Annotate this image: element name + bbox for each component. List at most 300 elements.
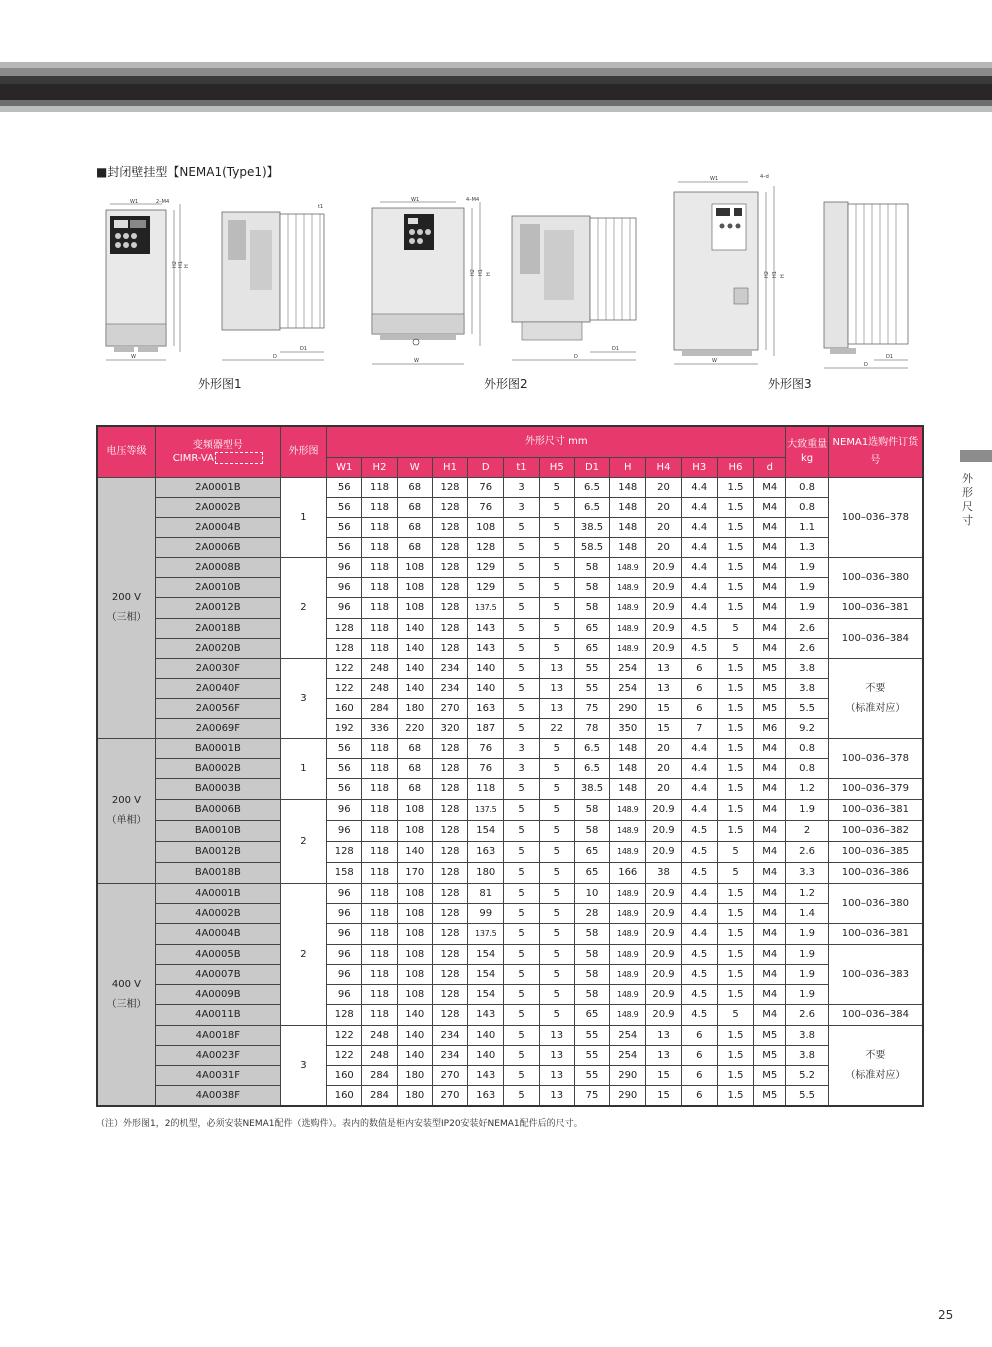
figure-1-drawing bbox=[100, 196, 196, 371]
value-cell: M4 bbox=[754, 619, 786, 639]
value-cell: M6 bbox=[754, 719, 786, 739]
value-cell: 350 bbox=[610, 719, 646, 739]
table-row bbox=[97, 478, 923, 498]
value-cell: 68 bbox=[397, 759, 432, 779]
value-cell: 56 bbox=[327, 779, 362, 800]
fig1-label-w: W bbox=[131, 354, 136, 360]
value-cell: 1.5 bbox=[717, 924, 753, 945]
value-cell: 4.4 bbox=[681, 598, 717, 619]
fig3-label-h2: H2 bbox=[764, 271, 770, 278]
value-cell: 128 bbox=[432, 478, 467, 498]
value-cell: M4 bbox=[754, 945, 786, 965]
value-cell: 1.2 bbox=[786, 884, 828, 904]
value-cell: M4 bbox=[754, 884, 786, 904]
value-cell: 143 bbox=[468, 619, 504, 639]
value-cell: 128 bbox=[432, 842, 467, 863]
value-cell: 9.2 bbox=[786, 719, 828, 739]
table-row bbox=[97, 538, 923, 558]
value-cell: 118 bbox=[362, 779, 397, 800]
value-cell: 5 bbox=[504, 985, 539, 1005]
value-cell: 5 bbox=[539, 759, 574, 779]
value-cell: 5 bbox=[539, 518, 574, 538]
value-cell: 140 bbox=[468, 679, 504, 699]
value-cell: 122 bbox=[327, 679, 362, 699]
figure-cell: 3 bbox=[280, 659, 326, 739]
order-number-cell: 不要 （标准对应） bbox=[828, 1026, 923, 1107]
value-cell: 320 bbox=[432, 719, 467, 739]
value-cell: 4.4 bbox=[681, 739, 717, 759]
voltage-group-cell bbox=[97, 884, 155, 1107]
value-cell: 38.5 bbox=[574, 518, 609, 538]
value-cell: 20.9 bbox=[646, 619, 681, 639]
value-cell: 65 bbox=[574, 863, 609, 884]
value-cell: 108 bbox=[397, 821, 432, 842]
value-cell: 284 bbox=[362, 1066, 397, 1086]
value-cell: 7 bbox=[681, 719, 717, 739]
fig1-label-d: D bbox=[273, 354, 277, 360]
value-cell: 128 bbox=[468, 538, 504, 558]
model-cell: 4A0031F bbox=[155, 1066, 280, 1086]
value-cell: 234 bbox=[432, 1026, 467, 1046]
phase-value: （单相） bbox=[106, 815, 147, 826]
value-cell: 4.5 bbox=[681, 639, 717, 659]
value-cell: 56 bbox=[327, 518, 362, 538]
value-cell: 5 bbox=[539, 578, 574, 598]
value-cell: 1.5 bbox=[717, 659, 753, 679]
value-cell: 154 bbox=[468, 821, 504, 842]
dim-col-header: D bbox=[468, 458, 504, 478]
value-cell: 3.3 bbox=[786, 863, 828, 884]
value-cell: 15 bbox=[646, 719, 681, 739]
value-cell: 118 bbox=[362, 759, 397, 779]
value-cell: M5 bbox=[754, 1086, 786, 1107]
value-cell: 5 bbox=[504, 538, 539, 558]
value-cell: 128 bbox=[432, 779, 467, 800]
value-cell: 1.9 bbox=[786, 578, 828, 598]
model-cell: 2A0069F bbox=[155, 719, 280, 739]
value-cell: 58 bbox=[574, 985, 609, 1005]
value-cell: 1.3 bbox=[786, 538, 828, 558]
value-cell: 4.4 bbox=[681, 800, 717, 821]
dim-col-header: H3 bbox=[681, 458, 717, 478]
value-cell: 129 bbox=[468, 558, 504, 578]
value-cell: 1.5 bbox=[717, 478, 753, 498]
value-cell: 290 bbox=[610, 699, 646, 719]
model-cell: 4A0023F bbox=[155, 1046, 280, 1066]
value-cell: 234 bbox=[432, 659, 467, 679]
value-cell: 6.5 bbox=[574, 739, 609, 759]
value-cell: 5 bbox=[539, 498, 574, 518]
figure-2-drawing bbox=[366, 194, 500, 372]
table-row bbox=[97, 1026, 923, 1046]
value-cell: 140 bbox=[397, 619, 432, 639]
value-cell: 5 bbox=[504, 945, 539, 965]
value-cell: 118 bbox=[362, 821, 397, 842]
value-cell: 108 bbox=[397, 800, 432, 821]
value-cell: 1.5 bbox=[717, 598, 753, 619]
value-cell: 20.9 bbox=[646, 985, 681, 1005]
value-cell: 55 bbox=[574, 679, 609, 699]
table-row bbox=[97, 639, 923, 659]
col-header-figure: 外形图 bbox=[280, 426, 326, 478]
value-cell: 118 bbox=[362, 619, 397, 639]
value-cell: 5.5 bbox=[786, 1086, 828, 1107]
value-cell: M4 bbox=[754, 965, 786, 985]
value-cell: 6.5 bbox=[574, 478, 609, 498]
value-cell: 148.9 bbox=[610, 985, 646, 1005]
value-cell: 5 bbox=[504, 800, 539, 821]
value-cell: 2.6 bbox=[786, 842, 828, 863]
value-cell: 4.5 bbox=[681, 619, 717, 639]
value-cell: 128 bbox=[432, 821, 467, 842]
value-cell: 55 bbox=[574, 659, 609, 679]
col-header-weight-text: 大致重量kg bbox=[787, 439, 828, 464]
value-cell: 118 bbox=[362, 578, 397, 598]
value-cell: 118 bbox=[362, 558, 397, 578]
table-row bbox=[97, 1066, 923, 1086]
value-cell: 5 bbox=[504, 578, 539, 598]
value-cell: 76 bbox=[468, 739, 504, 759]
value-cell: 5 bbox=[504, 821, 539, 842]
value-cell: 128 bbox=[432, 578, 467, 598]
value-cell: 13 bbox=[539, 659, 574, 679]
value-cell: M4 bbox=[754, 904, 786, 924]
value-cell: M4 bbox=[754, 985, 786, 1005]
value-cell: 55 bbox=[574, 1066, 609, 1086]
model-cell: 2A0010B bbox=[155, 578, 280, 598]
value-cell: 148.9 bbox=[610, 800, 646, 821]
value-cell: 118 bbox=[362, 800, 397, 821]
value-cell: M4 bbox=[754, 739, 786, 759]
value-cell: 140 bbox=[397, 1026, 432, 1046]
value-cell: 65 bbox=[574, 1005, 609, 1026]
value-cell: 148.9 bbox=[610, 619, 646, 639]
value-cell: 5 bbox=[539, 639, 574, 659]
value-cell: 5 bbox=[504, 1026, 539, 1046]
value-cell: 118 bbox=[468, 779, 504, 800]
value-cell: 55 bbox=[574, 1026, 609, 1046]
model-placeholder-box bbox=[215, 452, 263, 464]
value-cell: 20 bbox=[646, 759, 681, 779]
value-cell: 5 bbox=[504, 659, 539, 679]
value-cell: 163 bbox=[468, 699, 504, 719]
value-cell: 5 bbox=[504, 699, 539, 719]
value-cell: 13 bbox=[539, 1026, 574, 1046]
value-cell: 1.5 bbox=[717, 821, 753, 842]
value-cell: 108 bbox=[397, 985, 432, 1005]
value-cell: M4 bbox=[754, 821, 786, 842]
table-row bbox=[97, 965, 923, 985]
value-cell: 122 bbox=[327, 1046, 362, 1066]
value-cell: 20.9 bbox=[646, 965, 681, 985]
value-cell: 13 bbox=[539, 679, 574, 699]
value-cell: 192 bbox=[327, 719, 362, 739]
value-cell: 4.4 bbox=[681, 518, 717, 538]
value-cell: 96 bbox=[327, 578, 362, 598]
value-cell: 118 bbox=[362, 924, 397, 945]
value-cell: 5 bbox=[539, 842, 574, 863]
value-cell: 96 bbox=[327, 924, 362, 945]
value-cell: 56 bbox=[327, 498, 362, 518]
order-number-cell: 100–036–381 bbox=[828, 800, 923, 821]
value-cell: 128 bbox=[432, 739, 467, 759]
value-cell: 5 bbox=[539, 779, 574, 800]
value-cell: 5 bbox=[539, 538, 574, 558]
value-cell: 0.8 bbox=[786, 478, 828, 498]
table-row bbox=[97, 598, 923, 619]
value-cell: 68 bbox=[397, 518, 432, 538]
value-cell: 254 bbox=[610, 679, 646, 699]
dim-col-header: H2 bbox=[362, 458, 397, 478]
value-cell: 5 bbox=[539, 945, 574, 965]
dim-col-header: d bbox=[754, 458, 786, 478]
value-cell: 108 bbox=[397, 558, 432, 578]
model-cell: BA0010B bbox=[155, 821, 280, 842]
value-cell: 99 bbox=[468, 904, 504, 924]
value-cell: 15 bbox=[646, 1066, 681, 1086]
fig1-label-h1: H1 bbox=[178, 261, 184, 268]
value-cell: 96 bbox=[327, 884, 362, 904]
table-row bbox=[97, 719, 923, 739]
value-cell: 5 bbox=[504, 518, 539, 538]
value-cell: 5 bbox=[539, 904, 574, 924]
value-cell: 1.5 bbox=[717, 779, 753, 800]
value-cell: 68 bbox=[397, 478, 432, 498]
value-cell: 180 bbox=[397, 1086, 432, 1107]
value-cell: 96 bbox=[327, 558, 362, 578]
order-number-cell: 100–036–384 bbox=[828, 619, 923, 659]
top-band-black bbox=[0, 84, 992, 100]
value-cell: 20.9 bbox=[646, 1005, 681, 1026]
col-header-model-line2: CIMR-VA bbox=[172, 452, 214, 464]
value-cell: 20.9 bbox=[646, 904, 681, 924]
value-cell: 254 bbox=[610, 1026, 646, 1046]
value-cell: 5 bbox=[539, 598, 574, 619]
value-cell: 1.9 bbox=[786, 558, 828, 578]
value-cell: M4 bbox=[754, 863, 786, 884]
value-cell: 118 bbox=[362, 884, 397, 904]
value-cell: 5.5 bbox=[786, 699, 828, 719]
value-cell: 20.9 bbox=[646, 558, 681, 578]
table-row bbox=[97, 985, 923, 1005]
dim-col-header: H6 bbox=[717, 458, 753, 478]
top-band-dark bbox=[0, 76, 992, 84]
value-cell: 148.9 bbox=[610, 965, 646, 985]
value-cell: 187 bbox=[468, 719, 504, 739]
value-cell: 20 bbox=[646, 739, 681, 759]
value-cell: 180 bbox=[468, 863, 504, 884]
value-cell: 56 bbox=[327, 759, 362, 779]
table-row bbox=[97, 699, 923, 719]
value-cell: 5 bbox=[504, 1046, 539, 1066]
value-cell: 13 bbox=[539, 1066, 574, 1086]
value-cell: 58 bbox=[574, 558, 609, 578]
value-cell: 118 bbox=[362, 739, 397, 759]
value-cell: 5 bbox=[504, 1066, 539, 1086]
value-cell: 6 bbox=[681, 1066, 717, 1086]
value-cell: 248 bbox=[362, 1046, 397, 1066]
model-cell: 4A0038F bbox=[155, 1086, 280, 1107]
value-cell: 180 bbox=[397, 699, 432, 719]
value-cell: 234 bbox=[432, 679, 467, 699]
value-cell: 65 bbox=[574, 619, 609, 639]
value-cell: 154 bbox=[468, 945, 504, 965]
value-cell: 148.9 bbox=[610, 842, 646, 863]
value-cell: 160 bbox=[327, 1086, 362, 1107]
dim-col-header: H bbox=[610, 458, 646, 478]
value-cell: 128 bbox=[432, 800, 467, 821]
value-cell: 4.4 bbox=[681, 578, 717, 598]
value-cell: 96 bbox=[327, 598, 362, 619]
fig3-label-d: D bbox=[864, 362, 868, 368]
order-number-cell: 100–036–381 bbox=[828, 924, 923, 945]
model-cell: BA0002B bbox=[155, 759, 280, 779]
value-cell: 1.5 bbox=[717, 985, 753, 1005]
value-cell: 5 bbox=[504, 863, 539, 884]
model-cell: 2A0018B bbox=[155, 619, 280, 639]
value-cell: 5 bbox=[504, 924, 539, 945]
value-cell: M4 bbox=[754, 924, 786, 945]
value-cell: 129 bbox=[468, 578, 504, 598]
voltage-value: 200 V bbox=[111, 795, 141, 806]
dim-col-header: H5 bbox=[539, 458, 574, 478]
phase-value: （三相） bbox=[106, 998, 147, 1010]
value-cell: 148.9 bbox=[610, 578, 646, 598]
dim-col-header: H4 bbox=[646, 458, 681, 478]
fig3-label-h1: H1 bbox=[772, 271, 778, 278]
table-row bbox=[97, 619, 923, 639]
table-row bbox=[97, 821, 923, 842]
table-row bbox=[97, 679, 923, 699]
table-row bbox=[97, 842, 923, 863]
value-cell: 140 bbox=[397, 679, 432, 699]
value-cell: 5 bbox=[504, 558, 539, 578]
value-cell: 58.5 bbox=[574, 538, 609, 558]
value-cell: 1.9 bbox=[786, 965, 828, 985]
value-cell: 1.9 bbox=[786, 598, 828, 619]
value-cell: 158 bbox=[327, 863, 362, 884]
value-cell: 78 bbox=[574, 719, 609, 739]
value-cell: 3 bbox=[504, 759, 539, 779]
model-cell: 4A0009B bbox=[155, 985, 280, 1005]
figure-3-side-drawing bbox=[820, 194, 916, 374]
value-cell: 1.5 bbox=[717, 739, 753, 759]
table-row bbox=[97, 739, 923, 759]
value-cell: 1.9 bbox=[786, 985, 828, 1005]
value-cell: 3.8 bbox=[786, 659, 828, 679]
value-cell: 1.2 bbox=[786, 779, 828, 800]
value-cell: M4 bbox=[754, 558, 786, 578]
value-cell: 5.2 bbox=[786, 1066, 828, 1086]
value-cell: 118 bbox=[362, 478, 397, 498]
value-cell: 1.5 bbox=[717, 719, 753, 739]
value-cell: 3.8 bbox=[786, 1046, 828, 1066]
table-row bbox=[97, 1005, 923, 1026]
value-cell: 270 bbox=[432, 1086, 467, 1107]
order-number-cell: 100–036–381 bbox=[828, 598, 923, 619]
value-cell: 6 bbox=[681, 1026, 717, 1046]
value-cell: M4 bbox=[754, 598, 786, 619]
value-cell: 128 bbox=[432, 498, 467, 518]
order-number-cell: 100–036–383 bbox=[828, 945, 923, 1005]
order-number-cell: 100–036–384 bbox=[828, 1005, 923, 1026]
value-cell: 118 bbox=[362, 965, 397, 985]
figure-3-caption: 外形图3 bbox=[768, 377, 812, 391]
value-cell: 140 bbox=[468, 659, 504, 679]
value-cell: 0.8 bbox=[786, 498, 828, 518]
value-cell: 128 bbox=[327, 639, 362, 659]
fig3-label-4d: 4–d bbox=[760, 174, 769, 180]
value-cell: 5 bbox=[504, 842, 539, 863]
order-number-cell: 100–036–380 bbox=[828, 558, 923, 598]
col-header-model-line1: 变频器型号 bbox=[192, 439, 243, 451]
value-cell: 5 bbox=[539, 739, 574, 759]
value-cell: M4 bbox=[754, 518, 786, 538]
value-cell: 5 bbox=[539, 478, 574, 498]
value-cell: 4.4 bbox=[681, 924, 717, 945]
value-cell: M4 bbox=[754, 842, 786, 863]
value-cell: 1.5 bbox=[717, 945, 753, 965]
fig1-label-h: H bbox=[184, 264, 190, 268]
value-cell: 20.9 bbox=[646, 598, 681, 619]
value-cell: 58 bbox=[574, 598, 609, 619]
model-cell: 4A0007B bbox=[155, 965, 280, 985]
top-band-light2 bbox=[0, 106, 992, 112]
value-cell: 1.4 bbox=[786, 904, 828, 924]
value-cell: 5 bbox=[504, 904, 539, 924]
value-cell: 163 bbox=[468, 842, 504, 863]
value-cell: 13 bbox=[646, 679, 681, 699]
table-row bbox=[97, 1046, 923, 1066]
order-number-cell: 100–036–382 bbox=[828, 821, 923, 842]
value-cell: 4.5 bbox=[681, 945, 717, 965]
value-cell: 284 bbox=[362, 699, 397, 719]
value-cell: 20.9 bbox=[646, 639, 681, 659]
value-cell: 166 bbox=[610, 863, 646, 884]
value-cell: 118 bbox=[362, 842, 397, 863]
value-cell: 2.6 bbox=[786, 1005, 828, 1026]
value-cell: 270 bbox=[432, 1066, 467, 1086]
value-cell: 140 bbox=[397, 1005, 432, 1026]
value-cell: 5 bbox=[504, 679, 539, 699]
value-cell: 3.8 bbox=[786, 679, 828, 699]
value-cell: 128 bbox=[432, 518, 467, 538]
col-header-order bbox=[828, 426, 923, 478]
value-cell: 143 bbox=[468, 1005, 504, 1026]
value-cell: 248 bbox=[362, 1026, 397, 1046]
value-cell: 108 bbox=[397, 904, 432, 924]
value-cell: 148.9 bbox=[610, 821, 646, 842]
value-cell: 13 bbox=[646, 1026, 681, 1046]
value-cell: M4 bbox=[754, 1005, 786, 1026]
value-cell: 160 bbox=[327, 699, 362, 719]
phase-value: （三相） bbox=[106, 612, 147, 623]
value-cell: 5 bbox=[539, 884, 574, 904]
value-cell: 154 bbox=[468, 985, 504, 1005]
value-cell: 1.5 bbox=[717, 578, 753, 598]
value-cell: 137.5 bbox=[468, 924, 504, 945]
value-cell: 128 bbox=[432, 884, 467, 904]
value-cell: 118 bbox=[362, 1005, 397, 1026]
value-cell: 336 bbox=[362, 719, 397, 739]
value-cell: M4 bbox=[754, 498, 786, 518]
model-cell: 2A0008B bbox=[155, 558, 280, 578]
model-cell: BA0012B bbox=[155, 842, 280, 863]
value-cell: 65 bbox=[574, 842, 609, 863]
value-cell: M4 bbox=[754, 639, 786, 659]
order-number-cell: 100–036–378 bbox=[828, 739, 923, 779]
value-cell: 5 bbox=[717, 639, 753, 659]
